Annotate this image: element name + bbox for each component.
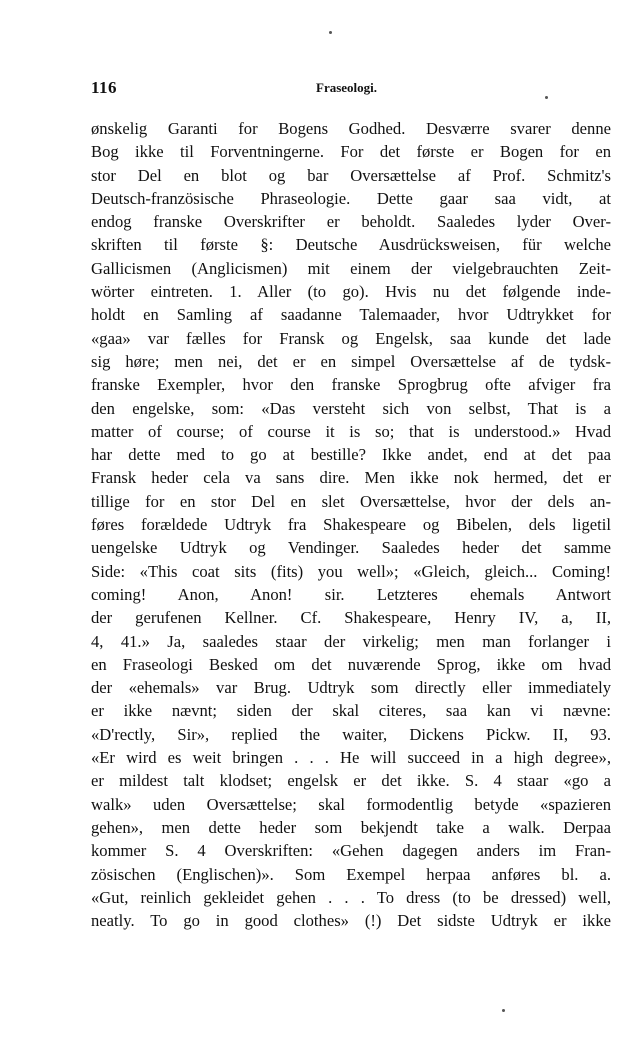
scan-speck xyxy=(329,31,332,34)
text-line: Deutsch-französische Phraseologie. Dette gaar saa vidt, at xyxy=(91,188,611,208)
text-line: «Gut, reinlich gekleidet gehen . . . To dress (to be dressed) well, xyxy=(91,887,611,907)
text-line: er mildest talt klodset; engelsk er det ikke. S. 4 staar «go a xyxy=(91,771,611,791)
text-line: Gallicismen (Anglicismen) mit einem der vielgebrauchten Zeit- xyxy=(91,258,611,278)
text-line: Bog ikke til Forventningerne. For det første er Bogen for en xyxy=(91,142,611,162)
text-line: der «ehemals» var Brug. Udtryk som directly eller immediately xyxy=(91,678,611,698)
text-line: Side: «This coat sits (fits) you well»; «Gleich, gleich... Coming! xyxy=(91,561,611,581)
text-line: matter of course; of course it is so; that is understood.» Hvad xyxy=(91,421,611,441)
scan-speck xyxy=(545,96,548,99)
text-line: Fransk heder cela va sans dire. Men ikke nok hermed, det er xyxy=(91,468,611,488)
scan-speck xyxy=(502,1009,505,1012)
text-line: «gaa» var fælles for Fransk og Engelsk, saa kunde det lade xyxy=(91,328,611,348)
text-line: er ikke nævnt; siden der skal citeres, saa kan vi nævne: xyxy=(91,701,611,721)
text-line: har dette med to go at bestille? Ikke andet, end at det paa xyxy=(91,445,611,465)
text-line: føres forældede Udtryk fra Shakespeare og Bibelen, dels ligetil xyxy=(91,515,611,535)
running-title: Fraseologi. xyxy=(316,80,378,95)
text-line: «D'rectly, Sir», replied the waiter, Dickens Pickw. II, 93. xyxy=(91,724,611,744)
text-line: wörter eintreten. 1. Aller (to go). Hvis nu det følgende inde- xyxy=(91,282,611,302)
body-text xyxy=(91,117,611,932)
text-line: kommer S. 4 Overskriften: «Gehen dagegen anders im Fran- xyxy=(91,841,611,861)
text-line: ønskelig Garanti for Bogens Godhed. Desværre svarer denne xyxy=(91,119,611,138)
text-line: coming! Anon, Anon! sir. Letzteres ehemals Antwort xyxy=(91,584,611,604)
text-line: holdt en Samling af saadanne Talemaader, hvor Udtrykket for xyxy=(91,305,611,325)
text-line: zösischen (Englischen)». Som Exempel herpaa anføres bl. a. xyxy=(91,864,611,884)
text-line: der gerufenen Kellner. Cf. Shakespeare, Henry IV, a, II, xyxy=(91,608,611,628)
text-line: uengelske Udtryk og Vendinger. Saaledes heder det samme xyxy=(91,538,611,558)
text-line: tillige for en stor Del en slet Oversættelse, hvor der dels an- xyxy=(91,491,611,511)
text-line: sig høre; men nei, det er en simpel Oversættelse af de tydsk- xyxy=(91,351,611,371)
text-line: skriften til første §: Deutsche Ausdrücksweisen, für welche xyxy=(91,235,611,255)
page-number: 116 xyxy=(91,78,118,97)
text-line: walk» uden Oversættelse; skal formodentlig betyde «spazieren xyxy=(91,794,611,814)
page-header xyxy=(91,78,611,102)
text-line: endog franske Overskrifter er beholdt. Saaledes lyder Over- xyxy=(91,212,611,232)
text-line: gehen», men dette heder som bekjendt take a walk. Derpaa xyxy=(91,817,611,837)
text-line: franske Exempler, hvor den franske Sprogbrug ofte afviger fra xyxy=(91,375,611,395)
text-line: den engelske, som: «Das versteht sich von selbst, That is a xyxy=(91,398,611,418)
text-line: «Er wird es weit bringen . . . He will succeed in a high degree», xyxy=(91,748,611,768)
text-line: stor Del en blot og bar Oversættelse af Prof. Schmitz's xyxy=(91,165,611,185)
text-line: neatly. To go in good clothes» (!) Det sidste Udtryk er ikke xyxy=(91,911,611,931)
text-line: 4, 41.» Ja, saaledes staar der virkelig; men man forlanger i xyxy=(91,631,611,651)
text-line: en Fraseologi Besked om det nuværende Sprog, ikke om hvad xyxy=(91,654,611,674)
